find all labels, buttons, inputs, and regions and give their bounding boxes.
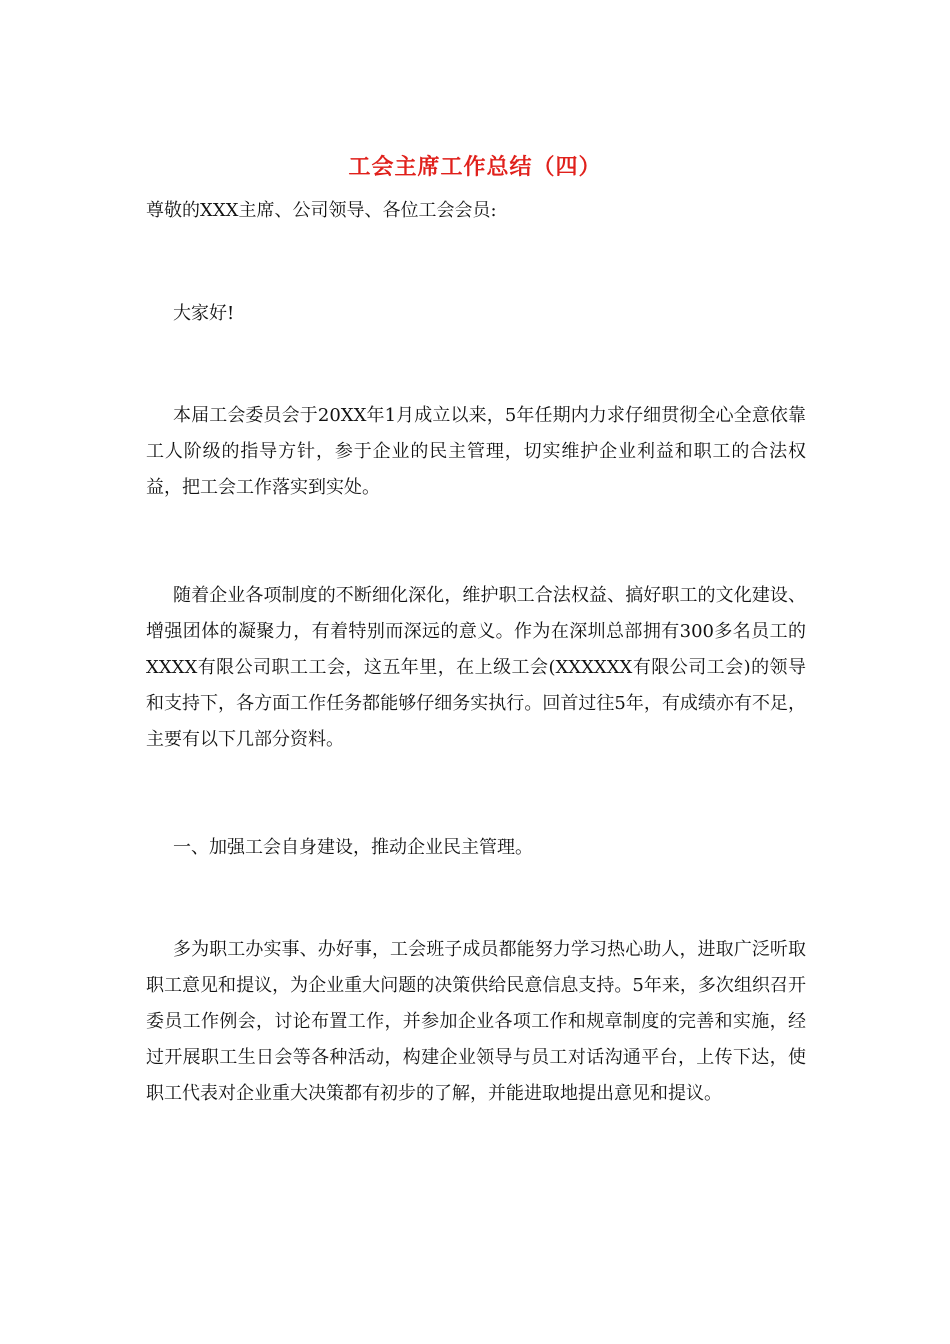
- document-title: 工会主席工作总结（四）: [348, 154, 602, 180]
- section-heading: 一、加强工会自身建设，推动企业民主管理。: [173, 837, 533, 858]
- salutation: 尊敬的XXX主席、公司领导、各位工会会员:: [146, 200, 497, 221]
- paragraph-detail: 多为职工办实事、办好事，工会班子成员都能努力学习热心助人，进取广泛听取职工意见和提议，为企业重大问题的决策供给民意信息支持。5年来，多次组织召开委员工作例会，讨论布置工作，并参加企业各项工作和规章制度的完善和实施，经过开展职工生日会等各种活动，构建企业领导与员工对话沟通平台，上传下达，使职工代表对企业重大决策都有初步的了解，并能进取地提出意见和提议。: [146, 939, 806, 1104]
- paragraph-context: 随着企业各项制度的不断细化深化，维护职工合法权益、搞好职工的文化建设、增强团体的凝聚力，有着特别而深远的意义。作为在深圳总部拥有300多名员工的XXXX有限公司职工工会，这五年里，在上级工会(XXXXXX有限公司工会)的领导和支持下，各方面工作任务都能够仔细务实执行。回首过往5年，有成绩亦有不足，主要有以下几部分资料。: [146, 585, 806, 750]
- paragraph-greeting: 大家好!: [173, 303, 235, 324]
- paragraph-intro: 本届工会委员会于20XX年1月成立以来，5年任期内力求仔细贯彻全心全意依靠工人阶级的指导方针，参于企业的民主管理，切实维护企业利益和职工的合法权益，把工会工作落实到实处。: [146, 405, 806, 498]
